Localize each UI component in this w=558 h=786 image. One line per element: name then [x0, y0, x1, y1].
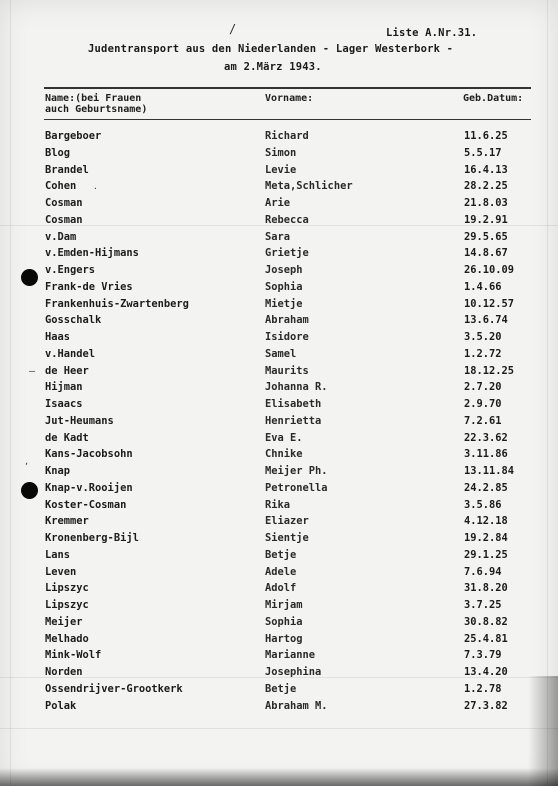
surname-cell: v.Dam: [45, 230, 77, 243]
list-row: [0, 514, 558, 531]
birth-date-cell: 4.12.18: [464, 515, 508, 528]
first-name-cell: Johanna R.: [265, 381, 328, 394]
list-row: [0, 447, 558, 464]
first-name-cell: Sophia: [265, 280, 303, 293]
birth-date-cell: 1.2.72: [464, 347, 502, 360]
column-header-name: Name:(bei Frauen auch Geburtsname): [45, 93, 148, 115]
birth-date-cell: 13.4.20: [464, 666, 508, 678]
first-name-cell: Henrietta: [265, 414, 322, 427]
surname-cell: Norden: [45, 666, 83, 678]
birth-date-cell: 29.1.25: [464, 548, 508, 561]
pencil-mark: .: [93, 182, 98, 191]
surname-cell: Haas: [45, 331, 71, 343]
first-name-cell: Abraham: [265, 314, 309, 327]
list-row: [0, 581, 558, 598]
birth-date-cell: 13.11.84: [464, 465, 515, 477]
list-row: [0, 498, 558, 515]
birth-date-cell: 3.11.86: [464, 448, 508, 461]
list-row: [0, 364, 558, 381]
surname-cell: Knap: [45, 465, 71, 477]
header-rule-bottom: [44, 119, 531, 120]
surname-cell: Frank-de Vries: [45, 280, 133, 293]
surname-cell: Blog: [45, 146, 71, 159]
column-header-first-name: Vorname:: [265, 93, 314, 104]
birth-date-cell: 2.9.70: [464, 398, 502, 410]
birth-date-cell: 7.2.61: [464, 414, 502, 427]
birth-date-cell: 1.4.66: [464, 280, 502, 293]
birth-date-cell: 27.3.82: [464, 699, 508, 712]
scan-shadow-bottom: [0, 768, 558, 786]
surname-cell: Cohen: [45, 180, 77, 193]
list-row: [0, 380, 558, 397]
first-name-cell: Hartog: [265, 632, 303, 645]
surname-cell: Jut-Heumans: [45, 414, 114, 427]
first-name-cell: Maurits: [265, 364, 309, 377]
birth-date-cell: 28.2.25: [464, 180, 508, 193]
birth-date-cell: 31.8.20: [464, 582, 508, 595]
list-row: [0, 531, 558, 548]
pencil-mark: –: [29, 366, 36, 377]
first-name-cell: Adolf: [265, 582, 297, 595]
birth-date-cell: 25.4.81: [464, 632, 508, 645]
surname-cell: Cosman: [45, 213, 83, 226]
pencil-mark: ʼ: [24, 462, 29, 471]
surname-cell: v.Emden-Hijmans: [45, 247, 139, 260]
first-name-cell: Isidore: [265, 331, 309, 343]
surname-cell: Koster-Cosman: [45, 498, 127, 511]
birth-date-cell: 13.6.74: [464, 314, 508, 327]
scan-fold-line: [0, 728, 558, 729]
first-name-cell: Adele: [265, 565, 297, 578]
list-row: [0, 598, 558, 615]
list-row: [0, 179, 558, 196]
birth-date-cell: 5.5.17: [464, 146, 502, 159]
first-name-cell: Rika: [265, 498, 291, 511]
birth-date-cell: 19.2.84: [464, 532, 508, 544]
deportation-list: [0, 129, 558, 715]
first-name-cell: Chnike: [265, 448, 303, 461]
surname-cell: Hijman: [45, 381, 83, 394]
first-name-cell: Betje: [265, 548, 297, 561]
pencil-mark: /: [229, 22, 237, 36]
surname-cell: Brandel: [45, 163, 89, 176]
surname-cell: Gosschalk: [45, 314, 102, 327]
surname-cell: de Heer: [45, 364, 89, 377]
first-name-cell: Grietje: [265, 247, 309, 260]
list-row: [0, 397, 558, 414]
birth-date-cell: 3.5.86: [464, 498, 502, 511]
list-row: [0, 313, 558, 330]
list-number: Liste A.Nr.31.: [386, 27, 478, 39]
list-row: [0, 648, 558, 665]
list-row: [0, 196, 558, 213]
birth-date-cell: 16.4.13: [464, 163, 508, 176]
document-title: Judentransport aus den Niederlanden - Lager Westerbork -: [88, 43, 454, 55]
first-name-cell: Meta,Schlicher: [265, 180, 353, 193]
surname-cell: Bargeboer: [45, 130, 102, 142]
birth-date-cell: 7.3.79: [464, 649, 502, 662]
list-row: [0, 565, 558, 582]
first-name-cell: Eliazer: [265, 515, 309, 528]
first-name-cell: Sientje: [265, 532, 309, 544]
surname-cell: Kremmer: [45, 515, 89, 528]
list-row: [0, 146, 558, 163]
birth-date-cell: 2.7.20: [464, 381, 502, 394]
first-name-cell: Sophia: [265, 615, 303, 628]
birth-date-cell: 22.3.62: [464, 431, 508, 444]
list-row: [0, 297, 558, 314]
birth-date-cell: 24.2.85: [464, 481, 508, 494]
surname-cell: Leven: [45, 565, 77, 578]
surname-cell: Melhado: [45, 632, 89, 645]
header-rule-top: [44, 87, 531, 89]
first-name-cell: Levie: [265, 163, 297, 176]
list-row: [0, 246, 558, 263]
surname-cell: Isaacs: [45, 398, 83, 410]
first-name-cell: Simon: [265, 146, 297, 159]
birth-date-cell: 14.8.67: [464, 247, 508, 260]
surname-cell: Knap-v.Rooijen: [45, 481, 133, 494]
transport-date: am 2.März 1943.: [224, 61, 322, 73]
birth-date-cell: 11.6.25: [464, 130, 508, 142]
column-header-birth-date: Geb.Datum:: [463, 93, 524, 104]
surname-cell: Kronenberg-Bijl: [45, 532, 139, 544]
list-row: [0, 615, 558, 632]
list-row: [0, 280, 558, 297]
first-name-cell: Abraham M.: [265, 699, 328, 712]
list-row: [0, 665, 558, 682]
birth-date-cell: 1.2.78: [464, 682, 502, 695]
list-row: [0, 330, 558, 347]
birth-date-cell: 7.6.94: [464, 565, 502, 578]
surname-cell: Lans: [45, 548, 71, 561]
birth-date-cell: 3.5.20: [464, 331, 502, 343]
first-name-cell: Betje: [265, 682, 297, 695]
birth-date-cell: 21.8.03: [464, 197, 508, 209]
birth-date-cell: 30.8.82: [464, 615, 508, 628]
birth-date-cell: 29.5.65: [464, 230, 508, 243]
list-row: [0, 230, 558, 247]
surname-cell: Lipszyc: [45, 582, 89, 595]
list-row: [0, 632, 558, 649]
surname-cell: Mink-Wolf: [45, 649, 102, 662]
list-row: [0, 431, 558, 448]
first-name-cell: Rebecca: [265, 213, 309, 226]
list-row: [0, 263, 558, 280]
list-row: [0, 163, 558, 180]
first-name-cell: Arie: [265, 197, 291, 209]
surname-cell: Lipszyc: [45, 599, 89, 611]
list-row: [0, 699, 558, 716]
first-name-cell: Sara: [265, 230, 291, 243]
surname-cell: Ossendrijver-Grootkerk: [45, 682, 183, 695]
birth-date-cell: 18.12.25: [464, 364, 515, 377]
list-row: [0, 548, 558, 565]
surname-cell: Meijer: [45, 615, 83, 628]
birth-date-cell: 10.12.57: [464, 297, 515, 310]
first-name-cell: Petronella: [265, 481, 328, 494]
list-row: [0, 213, 558, 230]
first-name-cell: Joseph: [265, 264, 303, 276]
birth-date-cell: 3.7.25: [464, 599, 502, 611]
list-row: [0, 347, 558, 364]
surname-cell: Cosman: [45, 197, 83, 209]
first-name-cell: Eva E.: [265, 431, 303, 444]
first-name-cell: Elisabeth: [265, 398, 322, 410]
first-name-cell: Richard: [265, 130, 309, 142]
surname-cell: v.Handel: [45, 347, 96, 360]
first-name-cell: Marianne: [265, 649, 316, 662]
list-row: [0, 414, 558, 431]
birth-date-cell: 26.10.09: [464, 264, 515, 276]
list-row: [0, 129, 558, 146]
first-name-cell: Meijer Ph.: [265, 465, 328, 477]
surname-cell: de Kadt: [45, 431, 89, 444]
first-name-cell: Josephina: [265, 666, 322, 678]
first-name-cell: Mirjam: [265, 599, 303, 611]
surname-cell: Polak: [45, 699, 77, 712]
list-row: [0, 464, 558, 481]
list-row: [0, 682, 558, 699]
list-row: [0, 481, 558, 498]
surname-cell: v.Engers: [45, 264, 96, 276]
birth-date-cell: 19.2.91: [464, 213, 508, 226]
surname-cell: Kans-Jacobsohn: [45, 448, 133, 461]
first-name-cell: Samel: [265, 347, 297, 360]
first-name-cell: Mietje: [265, 297, 303, 310]
surname-cell: Frankenhuis-Zwartenberg: [45, 297, 189, 310]
